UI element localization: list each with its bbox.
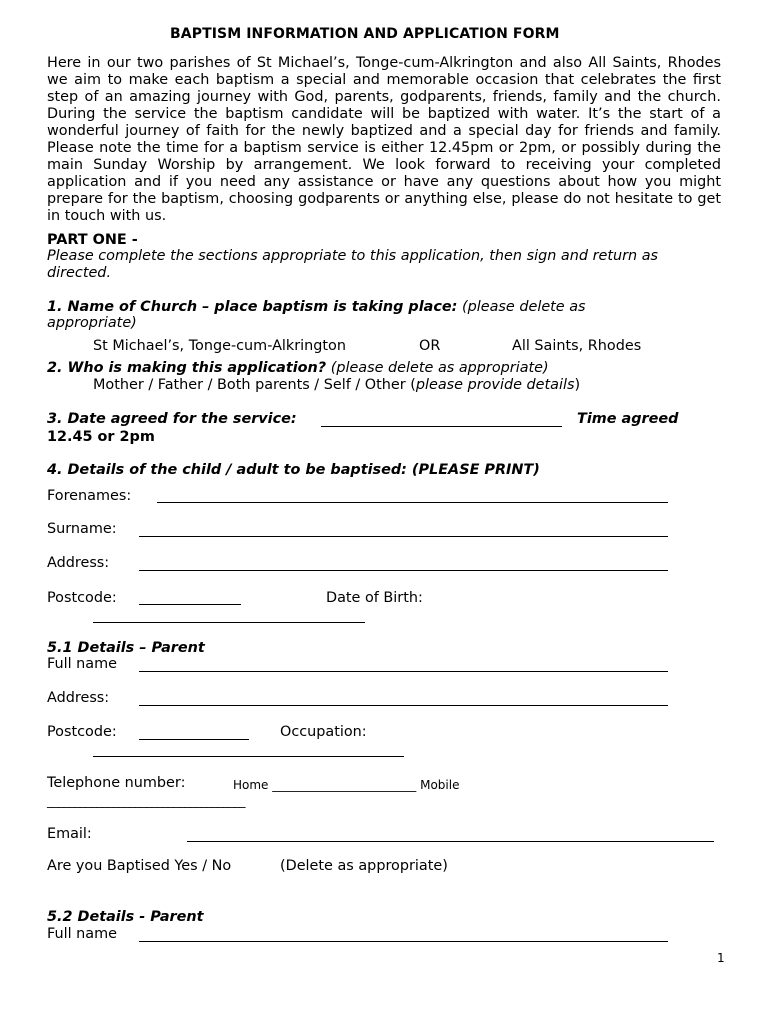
section4-heading: 4. Details of the child / adult to be baptised: (PLEASE PRINT) bbox=[47, 462, 540, 478]
parent1-occupation-label: Occupation: bbox=[280, 724, 367, 740]
surname-label: Surname: bbox=[47, 521, 117, 537]
address-label: Address: bbox=[47, 555, 110, 571]
time-options[interactable]: 12.45 or 2pm bbox=[47, 429, 155, 445]
parent1-occupation-field[interactable] bbox=[93, 756, 404, 757]
parent1-address-label: Address: bbox=[47, 690, 110, 706]
forenames-label: Forenames: bbox=[47, 488, 132, 504]
applicant-options-italic: please provide details bbox=[415, 377, 575, 393]
section1-note: (please delete as bbox=[461, 299, 586, 315]
parent1-telephone-row bbox=[47, 775, 185, 792]
section2-note: (please delete as appropriate) bbox=[330, 360, 549, 376]
part-one-heading: PART ONE - bbox=[47, 232, 138, 248]
parent1-mobile-label: Mobile bbox=[420, 778, 460, 792]
dob-label: Date of Birth: bbox=[326, 590, 423, 606]
applicant-options-text: Mother / Father / Both parents / Self / Other ( bbox=[93, 377, 416, 393]
parent1-fullname-label: Full name bbox=[47, 656, 117, 672]
intro-paragraph bbox=[47, 55, 721, 225]
postcode-field[interactable] bbox=[139, 604, 241, 605]
parent1-home-field[interactable]: ________________________ bbox=[272, 778, 417, 792]
parent1-mobile-field[interactable]: ____________________________________ bbox=[47, 794, 245, 808]
section2-heading: 2. Who is making this application? bbox=[47, 360, 327, 376]
parent2-fullname-field[interactable] bbox=[139, 941, 668, 942]
dob-field[interactable] bbox=[93, 622, 365, 623]
time-agreed-label: Time agreed bbox=[577, 411, 679, 427]
address-field[interactable] bbox=[139, 570, 668, 571]
page-number: 1 bbox=[717, 951, 725, 965]
parent1-postcode-field[interactable] bbox=[139, 739, 249, 740]
parent1-phone-row bbox=[233, 777, 459, 794]
parent1-address-field[interactable] bbox=[139, 705, 668, 706]
service-date-field[interactable] bbox=[321, 426, 562, 427]
part-one-instruction: Please complete the sections appropriate to this application, then sign and return as bbox=[47, 248, 659, 264]
parent1-telephone-label: Telephone number: bbox=[47, 775, 186, 791]
parent1-email-field[interactable] bbox=[187, 841, 714, 842]
page-title: BAPTISM INFORMATION AND APPLICATION FORM bbox=[170, 26, 560, 42]
section3-heading: 3. Date agreed for the service: bbox=[47, 411, 297, 427]
section2-heading-row bbox=[47, 360, 549, 377]
parent1-fullname-field[interactable] bbox=[139, 671, 668, 672]
section1-heading: 1. Name of Church – place baptism is taking place: bbox=[47, 299, 458, 315]
postcode-label: Postcode: bbox=[47, 590, 117, 606]
part-one-instruction-cont: directed. bbox=[47, 265, 112, 281]
applicant-options-close: ) bbox=[574, 377, 581, 393]
surname-field[interactable] bbox=[139, 536, 668, 537]
parent1-email-label: Email: bbox=[47, 826, 92, 842]
parent2-fullname-label: Full name bbox=[47, 926, 117, 942]
forenames-field[interactable] bbox=[157, 502, 668, 503]
parent1-baptised-note: (Delete as appropriate) bbox=[280, 858, 448, 874]
parent1-home-label: Home bbox=[233, 778, 269, 792]
church-option-all-saints[interactable]: All Saints, Rhodes bbox=[512, 338, 642, 354]
section1-heading-row bbox=[47, 299, 586, 316]
intro-text: Here in our two parishes of St Michael’s, Tonge-cum-Alkrington and also All Saints, Rhodes we aim to make each baptism a special and memorable occasion that celebrates the first step of an amazing journey with God, parents, godparents, friends, family and the church. During the service the baptism candidate will be baptized with water. It’s the start of a wonderful journey of faith for the newly baptized and a special day for friends and family. Please note the time for a baptism service is either 12.45pm or 2pm, or possibly during the main Sunday Worship by arrangement. We look forward to receiving your completed application and if you need any assistance or have any questions about how you might prepare for the baptism, choosing godparents or anything else, please do not hesitate to get in touch with us. bbox=[47, 55, 721, 224]
parent1-postcode-label: Postcode: bbox=[47, 724, 117, 740]
church-option-st-michaels[interactable]: St Michael’s, Tonge-cum-Alkrington bbox=[93, 338, 346, 354]
applicant-options[interactable] bbox=[93, 377, 580, 394]
section52-heading: 5.2 Details - Parent bbox=[47, 909, 204, 925]
section1-note-cont: appropriate) bbox=[47, 315, 137, 331]
section51-heading: 5.1 Details – Parent bbox=[47, 640, 205, 656]
church-or-label: OR bbox=[419, 338, 441, 354]
parent1-baptised-question[interactable]: Are you Baptised Yes / No bbox=[47, 858, 232, 874]
